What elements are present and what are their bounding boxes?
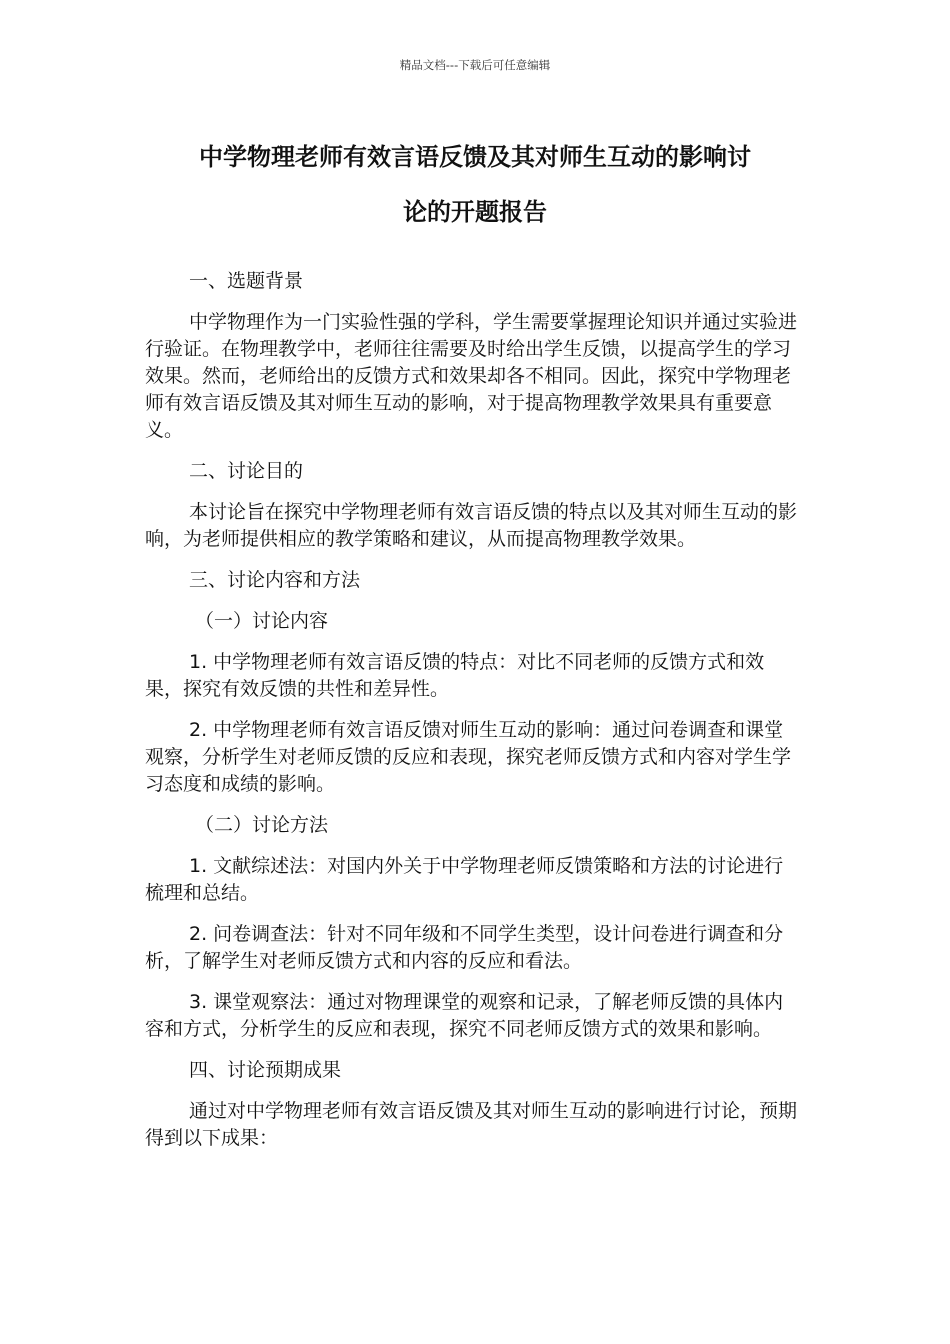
subheading-content: （一）讨论内容 bbox=[195, 610, 329, 632]
page-header: 精品文档---下载后可任意编辑 bbox=[399, 58, 551, 72]
section-heading-content-methods: 三、讨论内容和方法 bbox=[189, 569, 361, 591]
paragraph-background: 中学物理作为一门实验性强的学科，学生需要掌握理论知识并通过实验进行验证。在物理教学中，老师往往需要及时给出学生反馈，以提高学生的学习效果。然而，老师给出的反馈方式和效果却各不相同。因此，探究中学物理老师有效言语反馈及其对师生互动的影响，对于提高物理教学效果具有重要意义。 bbox=[145, 311, 798, 441]
section-heading-purpose: 二、讨论目的 bbox=[189, 460, 304, 482]
document-body bbox=[145, 268, 800, 1152]
paragraph-purpose: 本讨论旨在探究中学物理老师有效言语反馈的特点以及其对师生互动的影响，为老师提供相应的教学策略和建议，从而提高物理教学效果。 bbox=[145, 501, 798, 550]
document-title bbox=[140, 130, 810, 240]
title-line-1: 中学物理老师有效言语反馈及其对师生互动的影响讨 bbox=[199, 143, 751, 171]
section-heading-background: 一、选题背景 bbox=[189, 270, 304, 292]
section-heading-expected-results: 四、讨论预期成果 bbox=[189, 1059, 342, 1081]
paragraph-expected-results: 通过对中学物理老师有效言语反馈及其对师生互动的影响进行讨论，预期得到以下成果： bbox=[145, 1100, 798, 1149]
list-item-content-2: 2. 中学物理老师有效言语反馈对师生互动的影响：通过问卷调查和课堂观察，分析学生对老师反馈的反应和表现，探究老师反馈方式和内容对学生学习态度和成绩的影响。 bbox=[145, 719, 792, 795]
list-item-method-2: 2. 问卷调查法：针对不同年级和不同学生类型，设计问卷进行调查和分析，了解学生对老师反馈方式和内容的反应和看法。 bbox=[145, 923, 784, 972]
subheading-methods: （二）讨论方法 bbox=[195, 814, 329, 836]
list-item-method-3: 3. 课堂观察法：通过对物理课堂的观察和记录，了解老师反馈的具体内容和方式，分析学生的反应和表现，探究不同老师反馈方式的效果和影响。 bbox=[145, 991, 784, 1040]
title-line-2: 论的开题报告 bbox=[403, 198, 547, 226]
list-item-method-1: 1. 文献综述法：对国内外关于中学物理老师反馈策略和方法的讨论进行梳理和总结。 bbox=[145, 855, 784, 904]
list-item-content-1: 1. 中学物理老师有效言语反馈的特点：对比不同老师的反馈方式和效果，探究有效反馈的共性和差异性。 bbox=[145, 651, 765, 700]
